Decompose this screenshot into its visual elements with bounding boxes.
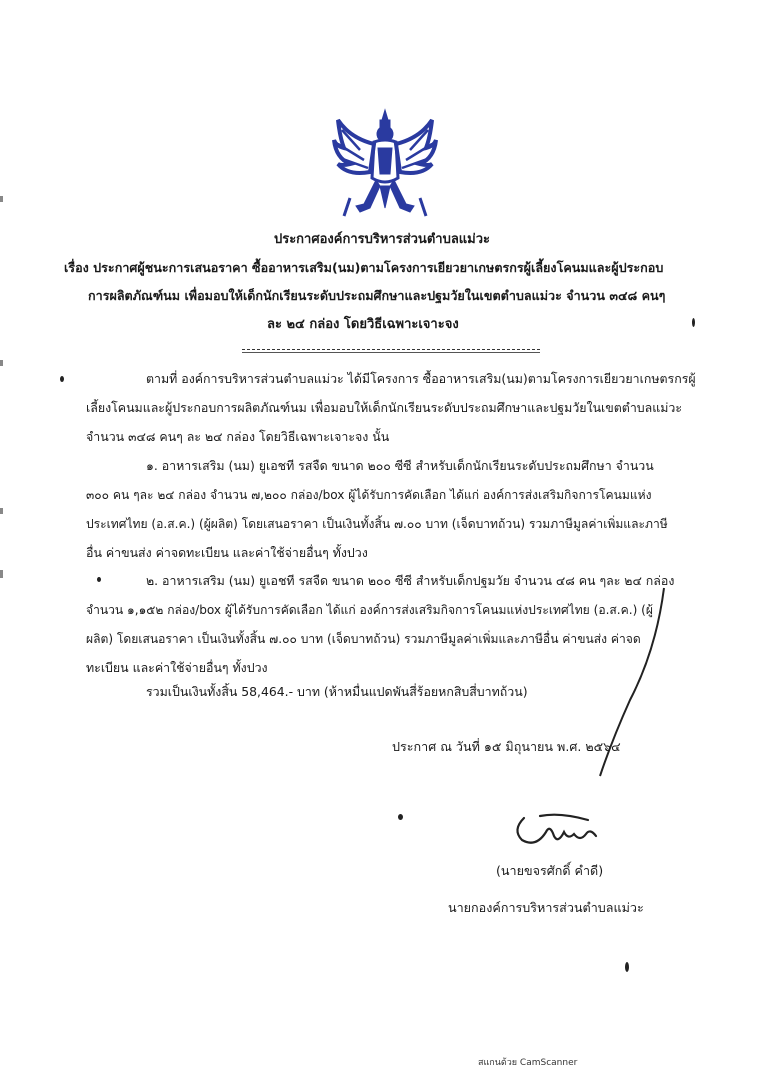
- body-text: ตามที่ องค์การบริหารส่วนตำบลแม่วะ ได้มีโครงการ ซื้ออาหารเสริม(นม)ตามโครงการเยียวยาเกษตรกรผู้: [146, 371, 696, 386]
- divider: [242, 349, 540, 350]
- scan-speck: [692, 318, 695, 327]
- body-text: เลี้ยงโคนมและผู้ประกอบการผลิตภัณฑ์นม เพื่อมอบให้เด็กนักเรียนระดับประถมศึกษาและปฐมวัยในเขตตำบลแม่วะ: [86, 400, 683, 415]
- scanner-watermark: สแกนด้วย CamScanner: [478, 1058, 578, 1068]
- divider: [242, 352, 540, 353]
- item-2-text: จำนวน ๑,๑๕๒ กล่อง/box ผู้ได้รับการคัดเลือก ได้แก่ องค์การส่งเสริมกิจการโคนมแห่งประเทศไทย (อ.ส.ค.) (ผู้: [86, 603, 653, 617]
- subject-line: เรื่อง ประกาศผู้ชนะการเสนอราคา ซื้ออาหารเสริม(นม)ตามโครงการเยียวยาเกษตรกรผู้เลี้ยงโคนมและผู้ประกอบ: [64, 260, 664, 275]
- scan-speck: [60, 376, 64, 382]
- signer-title: นายกองค์การบริหารส่วนตำบลแม่วะ: [448, 900, 644, 915]
- subject-line: ละ ๒๔ กล่อง โดยวิธีเฉพาะเจาะจง: [267, 317, 459, 332]
- scan-speck: [97, 577, 101, 582]
- signature: [510, 810, 620, 852]
- item-2-text: ทะเบียน และค่าใช้จ่ายอื่นๆ ทั้งปวง: [86, 660, 268, 675]
- scan-speck: [398, 814, 403, 820]
- announcement-title: ประกาศองค์การบริหารส่วนตำบลแม่วะ: [273, 232, 491, 247]
- scan-edge-mark: [0, 508, 3, 514]
- item-1-text: อื่น ค่าขนส่ง ค่าจดทะเบียน และค่าใช้จ่ายอื่นๆ ทั้งปวง: [86, 545, 368, 560]
- scan-edge-mark: [0, 196, 3, 202]
- scan-speck: [625, 962, 629, 972]
- total-amount: รวมเป็นเงินทั้งสิ้น 58,464.- บาท (ห้าหมื่นแปดพันสี่ร้อยหกสิบสี่บาทถ้วน): [146, 684, 528, 699]
- item-1-text: ๑. อาหารเสริม (นม) ยูเอชที รสจืด ขนาด ๒๐๐ ซีซี สำหรับเด็กนักเรียนระดับประถมศึกษา จำนวน: [146, 458, 654, 473]
- scan-edge-mark: [0, 570, 3, 578]
- signer-name: (นายขจรศักดิ์ คำดี): [496, 863, 604, 878]
- item-2-text: ผลิต) โดยเสนอราคา เป็นเงินทั้งสิ้น ๗.๐๐ บาท (เจ็ดบาทถ้วน) รวมภาษีมูลค่าเพิ่มและภาษีอื่น ค่าขนส่ง ค่าจด: [86, 632, 641, 646]
- item-1-text: ๓๐๐ คน ๆละ ๒๔ กล่อง จำนวน ๗,๒๐๐ กล่อง/box ผู้ได้รับการคัดเลือก ได้แก่ องค์การส่งเสริมกิจการโคนมแห่ง: [86, 488, 652, 502]
- item-1-text: ประเทศไทย (อ.ส.ค.) (ผู้ผลิต) โดยเสนอราคา เป็นเงินทั้งสิ้น ๗.๐๐ บาท (เจ็ดบาทถ้วน) รวมภาษีมูลค่าเพิ่มและภาษี: [86, 517, 668, 531]
- subject-line: การผลิตภัณฑ์นม เพื่อมอบให้เด็กนักเรียนระดับประถมศึกษาและปฐมวัยในเขตตำบลแม่วะ จำนวน ๓๔๘ คนๆ: [88, 288, 666, 303]
- item-2-text: ๒. อาหารเสริม (นม) ยูเอชที รสจืด ขนาด ๒๐๐ ซีซี สำหรับเด็กปฐมวัย จำนวน ๔๘ คน ๆละ ๒๔ กล่อง: [146, 573, 675, 588]
- scan-edge-mark: [0, 360, 3, 366]
- garuda-emblem-icon: [330, 108, 440, 220]
- body-text: จำนวน ๓๔๘ คนๆ ละ ๒๔ กล่อง โดยวิธีเฉพาะเจาะจง นั้น: [86, 429, 390, 444]
- pen-stroke: [560, 580, 680, 780]
- announcement-date: ประกาศ ณ วันที่ ๑๕ มิถุนายน พ.ศ. ๒๕๖๔: [392, 739, 621, 754]
